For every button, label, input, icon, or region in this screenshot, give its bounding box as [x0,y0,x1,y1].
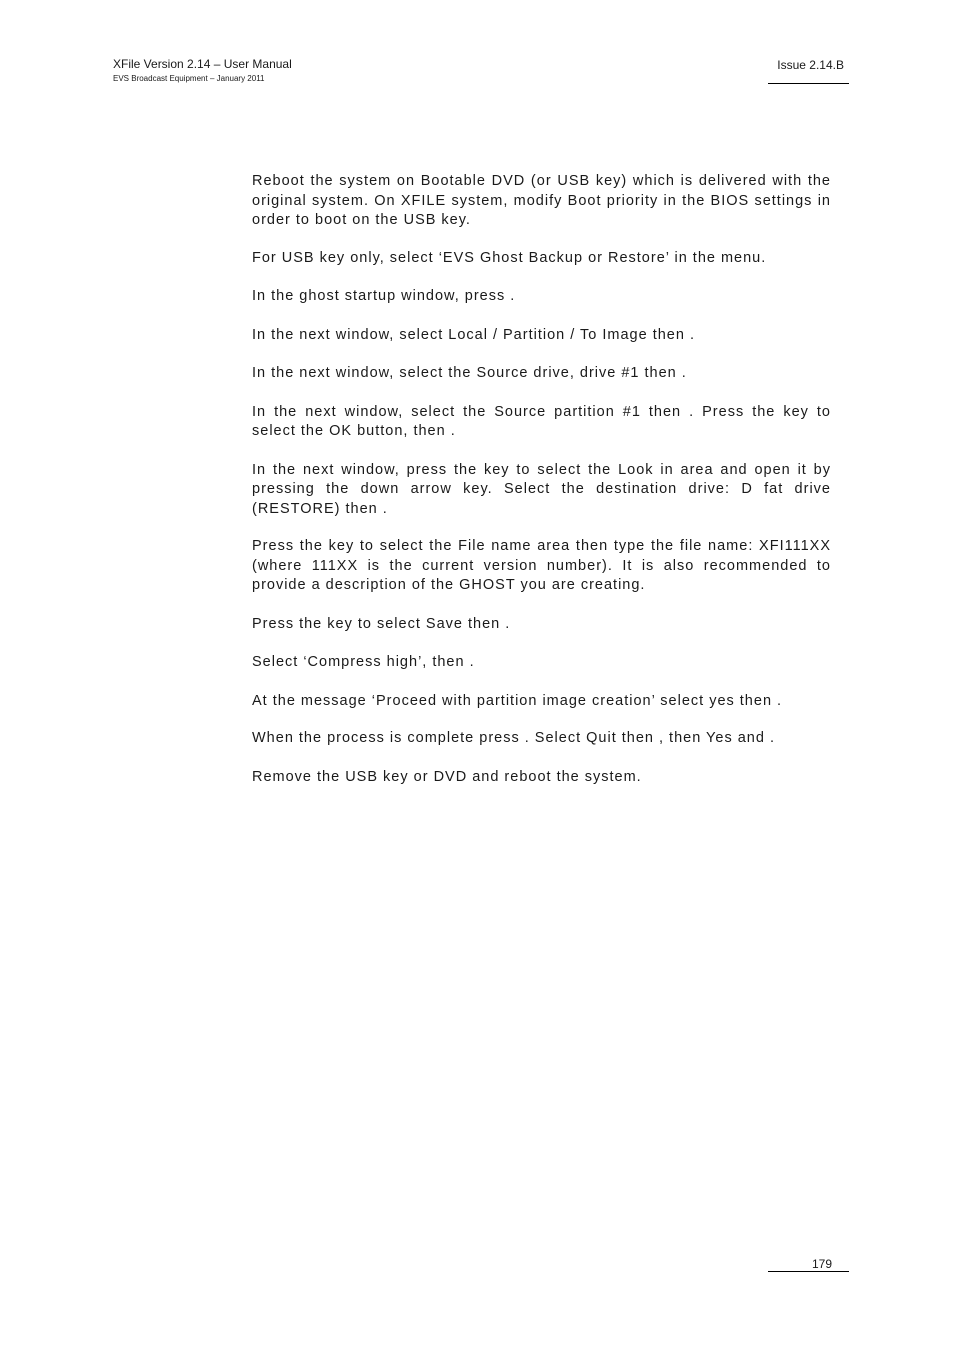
step-7: In the next window, press the key to select the Look in area and open it by pressing the down arrow key. Select the destination drive: D fat drive (RESTORE) then . [252,461,831,517]
step-11: At the message ‘Proceed with partition image creation’ select yes then . [252,692,783,709]
step-5: In the next window, select the Source drive, drive #1 then . [252,365,687,381]
document-subtitle: EVS Broadcast Equipment – January 2011 [113,74,265,83]
step-1: Reboot the system on Bootable DVD (or USB key) which is delivered with the original system. On XFILE system, modify Boot priority in the BIOS settings in order to boot on the USB key. [252,173,831,228]
step-9: Press the key to select Save then . [252,615,511,632]
header-rule [768,83,849,84]
step-4: In the next window, select Local / Partition / To Image then . [252,326,695,343]
issue-label: Issue 2.14.B [777,58,844,72]
step-3: In the ghost startup window, press . [252,288,516,304]
step-6: In the next window, select the Source partition #1 then . Press the key to select the OK button, then . [252,403,831,439]
step-10: Select ‘Compress high’, then . [252,654,475,670]
page-number: 179 [811,1257,832,1271]
step-13: Remove the USB key or DVD and reboot the system. [252,768,642,785]
step-2: For USB key only, select ‘EVS Ghost Backup or Restore’ in the menu. [252,249,767,266]
step-8: Press the key to select the File name area then type the file name: XFI111XX (where 111XX is the current version number). It is also recommended to provide a description of the GHOST you are creating. [252,538,831,593]
footer-rule [768,1271,849,1272]
document-title: XFile Version 2.14 – User Manual [113,57,292,71]
step-12: When the process is complete press . Select Quit then , then Yes and . [252,730,775,746]
procedure-steps [252,172,831,787]
